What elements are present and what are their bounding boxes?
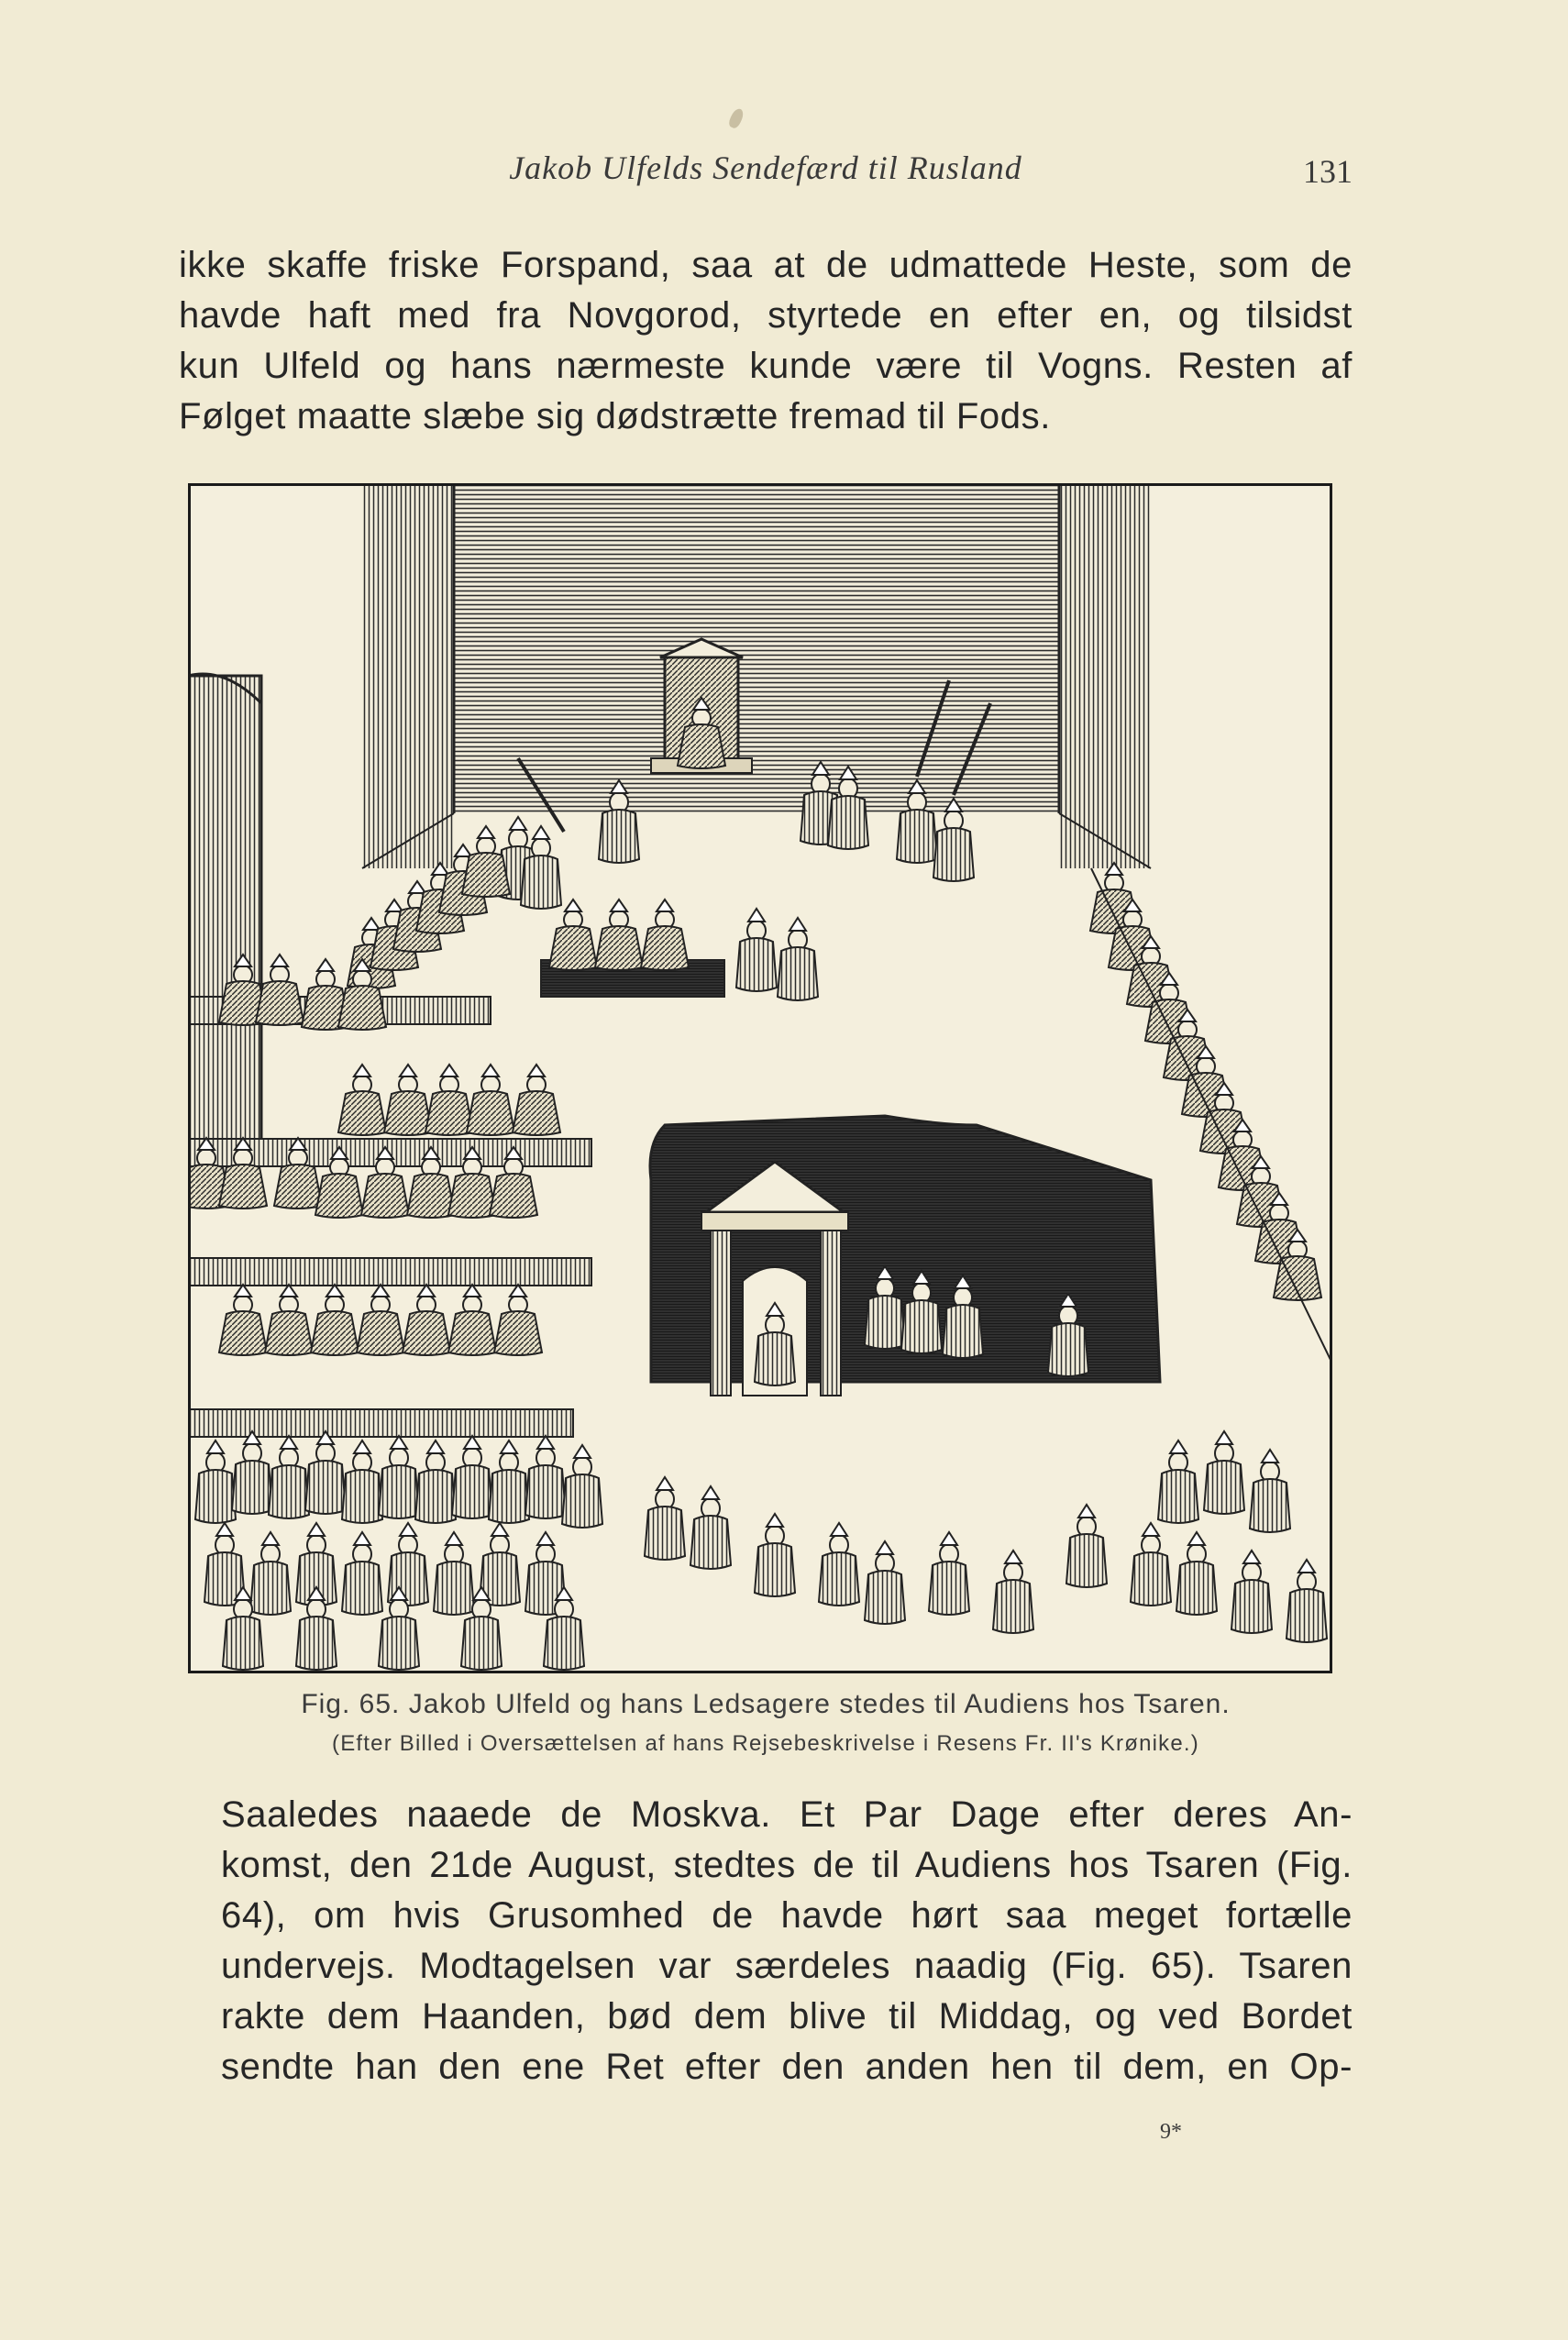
doorway — [650, 1116, 1160, 1396]
text-line: havde haft med fra Novgorod, styrtede en efter en, og tilsidst — [179, 295, 1353, 336]
throne — [651, 639, 752, 773]
running-head — [179, 149, 1353, 194]
text-line: 64), om hvis Grusomhed de havde hørt saa meget fortælle — [221, 1895, 1353, 1936]
page-number: 131 — [1303, 153, 1353, 190]
text-line: rakte dem Haanden, bød dem blive til Middag, og ved Bordet — [221, 1996, 1353, 2036]
text-line: undervejs. Modtagelsen var særdeles naadig (Fig. 65). Tsaren — [221, 1946, 1353, 1986]
text-line: Følget maatte slæbe sig dødstrætte fremad til Fods. — [179, 396, 1051, 436]
paragraph-top — [179, 240, 1353, 442]
text-line: komst, den 21de August, stedtes de til Audiens hos Tsaren (Fig. — [221, 1845, 1353, 1885]
figure-caption: Fig. 65. Jakob Ulfeld og hans Ledsagere stedes til Audiens hos Tsaren. — [301, 1689, 1231, 1719]
text-line: ikke skaffe friske Forspand, saa at de udmattede Heste, som de — [179, 245, 1353, 285]
figure-source-note: (Efter Billed i Oversættelsen af hans Rejsebeskrivelse i Resens Fr. II's Krønike.) — [332, 1731, 1199, 1756]
engraving-illustration — [188, 483, 1332, 1673]
figure-engraving — [188, 483, 1332, 1673]
text-line: kun Ulfeld og hans nærmeste kunde være til Vogns. Resten af — [179, 346, 1353, 386]
text-line: Saaledes naaede de Moskva. Et Par Dage efter deres An- — [221, 1794, 1353, 1835]
ink-speck — [727, 106, 745, 129]
signature-mark: 9* — [1160, 2120, 1182, 2144]
text-line: sendte han den ene Ret efter den anden hen til dem, en Op- — [221, 2047, 1353, 2087]
running-title: Jakob Ulfelds Sendefærd til Rusland — [509, 149, 1022, 186]
paragraph-bottom — [179, 1790, 1353, 2092]
